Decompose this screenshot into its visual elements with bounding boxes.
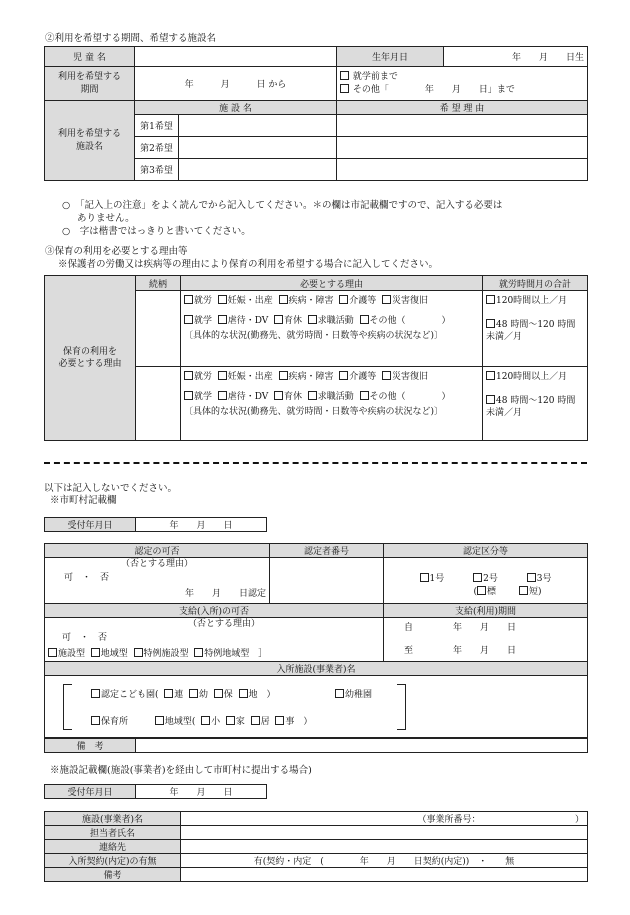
type-regional: 地域型 [100, 649, 128, 660]
opt-work-1: 就労 [194, 296, 213, 306]
opt-abuse-1: 虐待・DV [227, 316, 269, 326]
nursery-label: 保育所 [101, 717, 129, 727]
section2-heading: ②利用を希望する期間、希望する施設名 [45, 33, 217, 44]
payment-field[interactable] [45, 618, 384, 662]
period-to-label: 至 [404, 645, 414, 656]
kodomoen-label: 認定こども園( [101, 690, 159, 700]
hours-120-2: 120時間以上／月 [496, 372, 568, 382]
opt-other-2: その他（ ） [369, 392, 451, 402]
contact-field[interactable] [181, 840, 588, 854]
approval-denial-reason: （否とする理由） [120, 559, 193, 569]
cb-study-1[interactable] [184, 315, 193, 324]
desired-period-table [44, 46, 588, 181]
contract-field[interactable]: 有(契約・内定 ( 年 月 日契約(内定)) ・ 無 [181, 854, 588, 868]
cb-study-2[interactable] [184, 391, 193, 400]
choice-3-label: 第3希望 [135, 159, 179, 181]
opt-disaster-2: 災害復旧 [392, 372, 429, 382]
approval-yes-no: 可 ・ 否 [64, 573, 110, 584]
opt-study-1: 就学 [194, 316, 213, 326]
cb-care-1[interactable] [339, 295, 348, 304]
note-1a: ○ 「記入上の注意」をよく読んでから記入してください。＊の欄は市記載欄ですので、記入する必要は [62, 200, 503, 211]
cb-work-1[interactable] [184, 295, 193, 304]
opt-leave-2: 育休 [284, 392, 303, 402]
cat-std: 標 [487, 586, 497, 597]
hours-48b-1: 未満／月 [486, 332, 523, 343]
hours-options-2[interactable] [483, 367, 588, 441]
cat-3: 3号 [536, 574, 552, 585]
facility-received-table [44, 784, 267, 799]
cb-care-2[interactable] [339, 371, 348, 380]
cb-cat1[interactable] [420, 573, 429, 582]
hours-col-header: 就労時間月の合計 [483, 276, 588, 291]
cb-cat3[interactable] [527, 573, 536, 582]
birth-label: 生年月日 [337, 47, 444, 67]
kodomo-ho: 保 [223, 690, 233, 700]
period-from-label: 自 [404, 623, 414, 634]
opt-study-2: 就学 [194, 392, 213, 402]
cb-reg-home[interactable] [226, 716, 235, 725]
facility-label-line1: 利用を希望する [57, 129, 121, 140]
note-2: ○ 字は楷書ではっきりと書いてください。 [62, 226, 251, 237]
opt-school: 就学前まで [352, 72, 398, 83]
cb-other-1[interactable] [360, 315, 369, 324]
cb-work-2[interactable] [184, 371, 193, 380]
section3-heading: ③保育の利用を必要とする理由等 [45, 246, 188, 257]
period-label-line2: 期間 [80, 84, 99, 95]
cut-line [44, 462, 587, 464]
facility-info-table [44, 811, 588, 882]
payment-period-label: 支給(利用)期間 [384, 604, 588, 618]
period-to[interactable] [337, 67, 588, 101]
cb-preg-2[interactable] [218, 371, 227, 380]
cb-kodomo-chi[interactable] [239, 689, 248, 698]
opt-preg-1: 妊娠・出産 [227, 296, 273, 306]
cb-short[interactable] [519, 586, 528, 595]
facility-received-value[interactable]: 年 月 日 [136, 785, 267, 799]
city-received-label: 受付年月日 [45, 518, 136, 532]
cb-job-2[interactable] [308, 391, 317, 400]
choice-1-reason[interactable] [337, 115, 588, 137]
cb-kodomoen[interactable] [91, 689, 100, 698]
remarks-table [44, 738, 588, 753]
cb-ill-2[interactable] [279, 371, 288, 380]
city-received-value[interactable]: 年 月 日 [136, 518, 267, 532]
contract-row-label: 入所契約(内定)の有無 [45, 854, 181, 868]
kodomo-you: 幼 [199, 690, 209, 700]
cb-nursery[interactable] [91, 716, 100, 725]
cb-kindergarten[interactable] [335, 689, 344, 698]
cat-2: 2号 [483, 574, 498, 585]
kodomo-ren: 連 [174, 690, 184, 700]
kodomo-chi: 地 ） [248, 690, 276, 700]
opt-ill-2: 疾病・障害 [288, 372, 334, 382]
opt-job-1: 求職活動 [317, 316, 354, 326]
city-field-note: ※市町村記載欄 [50, 495, 117, 506]
choice-3-facility[interactable] [179, 159, 337, 181]
opt-work-2: 就労 [194, 372, 213, 382]
relation-field-2[interactable] [136, 367, 181, 441]
hours-48-1: 48 時間～120 時間 [496, 320, 576, 331]
cb-other-2[interactable] [360, 391, 369, 400]
hours-48-2: 48 時間～120 時間 [496, 396, 576, 407]
cb-reg-resident[interactable] [251, 716, 260, 725]
relation-field-1[interactable] [136, 291, 181, 367]
opt-preg-2: 妊娠・出産 [227, 372, 273, 382]
hours-48b-2: 未満／月 [486, 408, 523, 419]
facility-name-label: 入所施設(事業者)名 [45, 662, 588, 676]
section3-subnote: ※保護者の労働又は疾病等の理由により保育の利用を希望する場合に記入してください。 [58, 259, 439, 270]
reason-options-1[interactable] [181, 291, 483, 367]
city-received-table [44, 517, 267, 532]
category-field[interactable]: 1号 2号 3号 ( 標 短) [384, 558, 588, 604]
reason-row-label [45, 276, 136, 441]
choice-2-reason[interactable] [337, 137, 588, 159]
payment-denial-reason: （否とする理由） [188, 619, 261, 629]
choice-1-facility[interactable] [179, 115, 337, 137]
cb-reg-small[interactable] [201, 716, 210, 725]
cb-leave-2[interactable] [274, 391, 283, 400]
contact-row-label: 連絡先 [45, 840, 181, 854]
cb-ill-1[interactable] [279, 295, 288, 304]
cb-reg-business[interactable] [275, 716, 284, 725]
opt-job-2: 求職活動 [317, 392, 354, 402]
period-to-date: 年 月 日 [453, 645, 517, 656]
opt-other: その他「 年 月 日」まで [352, 84, 515, 95]
cb-type-facility[interactable] [48, 648, 57, 657]
need-reason-col-header: 必要とする理由 [181, 276, 483, 291]
cb-preg-1[interactable] [218, 295, 227, 304]
reg-small: 小 [211, 717, 221, 727]
staff-name-row-label: 担当者氏名 [45, 826, 181, 840]
certifier-label: 認定者番号 [270, 544, 384, 558]
cb-kodomo-ren[interactable] [164, 689, 173, 698]
facility-received-label: 受付年月日 [45, 785, 136, 799]
approval-date: 年 月 日認定 [184, 589, 266, 600]
facility-label-line2: 施設名 [75, 141, 103, 152]
opt-care-2: 介護等 [349, 372, 377, 382]
cb-kodomo-you[interactable] [189, 689, 198, 698]
period-label [45, 67, 135, 101]
cb-abuse-2[interactable] [218, 391, 227, 400]
cat-short: 短 [528, 586, 538, 597]
cb-regional[interactable] [155, 716, 164, 725]
facility-label [45, 101, 135, 181]
payment-period-field[interactable] [384, 618, 588, 662]
approval-field[interactable] [45, 558, 270, 604]
cb-type-special-regional[interactable] [194, 648, 203, 657]
left-bracket [63, 684, 72, 730]
child-name-field[interactable] [135, 47, 337, 67]
facility-col-header: 施 設 名 [135, 101, 337, 115]
cb-abuse-1[interactable] [218, 315, 227, 324]
reason-label-line1: 保育の利用を [62, 346, 117, 357]
detail-2: 〔具体的な状況(勤務先、就労時間・日数等や疾病の状況など)〕 [184, 407, 444, 417]
type-special-facility: 特例施設型 [143, 649, 189, 660]
remarks-label: 備 考 [45, 739, 136, 753]
child-name-label: 児 童 名 [45, 47, 135, 67]
payment-yes-no: 可 ・ 否 [62, 633, 108, 644]
period-label-line1: 利用を希望する [57, 72, 121, 83]
birth-field[interactable]: 年 月 日生 [444, 47, 588, 67]
note-1b: ありません。 [77, 213, 135, 224]
cb-disaster-2[interactable] [382, 371, 391, 380]
detail-1: 〔具体的な状況(勤務先、就労時間・日数等や疾病の状況など)〕 [184, 331, 444, 341]
opt-disaster-1: 災害復旧 [392, 296, 429, 306]
cb-type-regional[interactable] [91, 648, 100, 657]
reg-home: 家 [235, 717, 245, 727]
right-bracket [397, 684, 406, 730]
certifier-field[interactable] [270, 558, 384, 604]
opt-other-1: その他（ ） [369, 316, 451, 326]
opt-abuse-2: 虐待・DV [227, 392, 269, 402]
cb-hours120-2[interactable] [486, 371, 495, 380]
hours-120-1: 120時間以上／月 [496, 296, 568, 306]
cb-leave-1[interactable] [274, 315, 283, 324]
facility-remarks-row-label: 備考 [45, 868, 181, 882]
staff-name-field[interactable] [181, 826, 588, 840]
opt-ill-1: 疾病・障害 [288, 296, 334, 306]
cb-hours48-2[interactable] [486, 395, 495, 404]
cb-hours120-1[interactable] [486, 295, 495, 304]
facility-name-field[interactable] [45, 676, 588, 738]
cb-cat2[interactable] [473, 573, 482, 582]
reg-resident: 居 [260, 717, 270, 727]
reason-label-line2: 必要とする理由 [58, 359, 122, 369]
choice-3-reason[interactable] [337, 159, 588, 181]
cb-job-1[interactable] [308, 315, 317, 324]
reason-options-2[interactable] [181, 367, 483, 441]
office-number-field[interactable]: （事業所番号： ） [181, 812, 588, 826]
choice-2-label: 第2希望 [135, 137, 179, 159]
hours-options-1[interactable] [483, 291, 588, 367]
relation-col-header: 続柄 [136, 276, 181, 291]
reason-col-header: 希 望 理 由 [337, 101, 588, 115]
period-from-date: 年 月 日 [453, 623, 517, 634]
choice-2-facility[interactable] [179, 137, 337, 159]
approval-label: 認定の可否 [45, 544, 270, 558]
remarks-field[interactable] [136, 739, 588, 753]
opt-care-1: 介護等 [349, 296, 377, 306]
facility-remarks-field[interactable] [181, 868, 588, 882]
regional-label: 地域型( [164, 717, 196, 727]
cb-type-special-facility[interactable] [134, 648, 143, 657]
payment-label: 支給(入所)の可否 [45, 604, 384, 618]
cb-disaster-1[interactable] [382, 295, 391, 304]
cb-std[interactable] [477, 586, 486, 595]
cat-1: 1号 [429, 574, 445, 585]
choice-1-label: 第1希望 [135, 115, 179, 137]
kindergarten-label: 幼稚園 [345, 690, 373, 700]
facility-name-row-label: 施設(事業者)名 [45, 812, 181, 826]
opt-leave-1: 育休 [284, 316, 303, 326]
checkbox-other[interactable] [340, 84, 349, 93]
reason-table [44, 275, 588, 441]
type-facility: 施設型 [58, 649, 86, 660]
cb-hours48-1[interactable] [486, 319, 495, 328]
cb-kodomo-ho[interactable] [214, 689, 223, 698]
do-not-fill-note: 以下は記入しないでください。 [44, 483, 178, 494]
type-special-regional: 特例地域型 ］ [204, 649, 268, 660]
certification-table [44, 543, 588, 738]
category-label: 認定区分等 [384, 544, 588, 558]
facility-section-heading: ※施設記載欄(施設(事業者)を経由して市町村に提出する場合) [50, 765, 312, 776]
reg-business: 事 ） [285, 717, 313, 727]
checkbox-school[interactable] [340, 71, 349, 80]
period-from[interactable]: 年 月 日 から [135, 67, 337, 101]
